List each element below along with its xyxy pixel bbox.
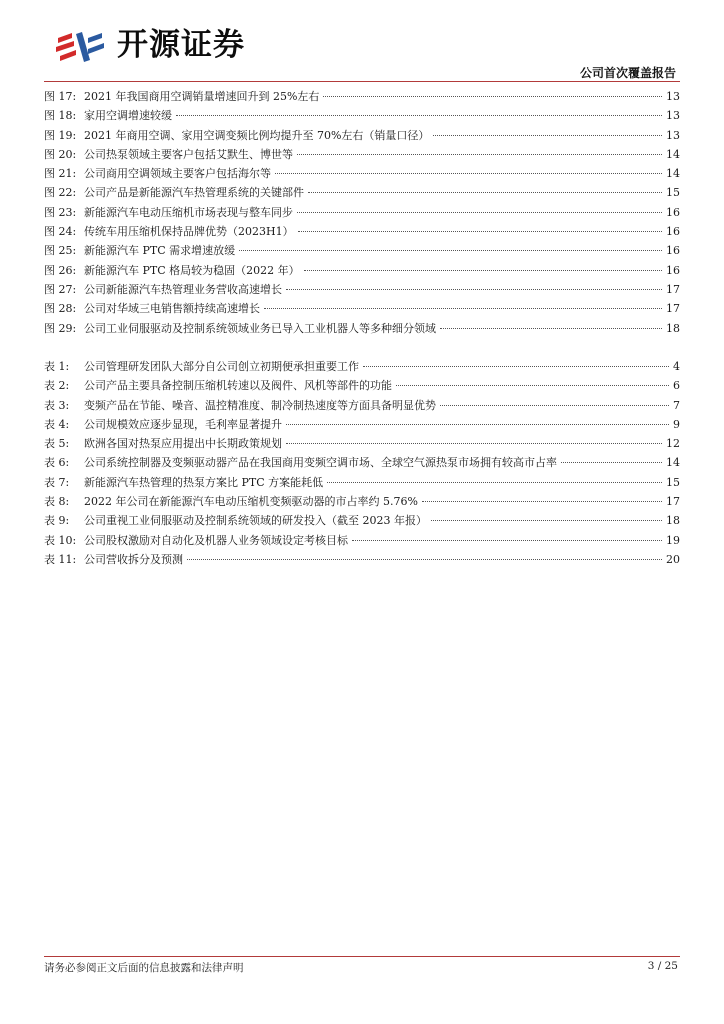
entry-number: 图 18: xyxy=(44,109,77,123)
entry-title: 公司新能源汽车热管理业务营收高速增长 xyxy=(84,282,282,296)
dot-leader xyxy=(187,559,662,560)
dot-leader xyxy=(422,501,662,502)
entry-page-number: 14 xyxy=(666,147,680,161)
dot-leader xyxy=(297,154,662,155)
figure-entry[interactable] xyxy=(44,145,680,164)
entry-number: 表 1: xyxy=(44,360,70,373)
entry-title: 家用空调增速较缓 xyxy=(84,109,172,123)
entry-number: 表 6: xyxy=(44,456,70,470)
entry-number: 图 28: xyxy=(44,302,77,316)
dot-leader xyxy=(431,520,662,521)
entry-number: 图 19: xyxy=(44,128,77,142)
page-number: 3 / 25 xyxy=(647,960,678,972)
brand-name: 开源证券 xyxy=(117,27,245,63)
entry-page-number: 15 xyxy=(666,186,680,200)
table-entry[interactable] xyxy=(44,376,680,395)
dot-leader xyxy=(363,366,669,367)
dot-leader xyxy=(298,231,662,232)
entry-page-number: 17 xyxy=(666,302,680,316)
dot-leader xyxy=(327,482,662,483)
entry-page-number: 4 xyxy=(673,360,680,373)
dot-leader xyxy=(176,115,662,116)
entry-number: 表 10: xyxy=(44,533,77,547)
dot-leader xyxy=(286,424,669,425)
figure-entry[interactable] xyxy=(44,280,680,299)
table-entry[interactable] xyxy=(44,511,680,530)
table-entry[interactable] xyxy=(44,357,680,376)
entry-page-number: 19 xyxy=(666,533,680,547)
entry-title: 2022 年公司在新能源汽车电动压缩机变频驱动器的市占率约 5.76% xyxy=(84,495,418,509)
entry-title: 变频产品在节能、噪音、温控精准度、制冷制热速度等方面具备明显优势 xyxy=(84,398,436,412)
entry-title: 公司商用空调领域主要客户包括海尔等 xyxy=(84,167,271,181)
figure-entry[interactable] xyxy=(44,183,680,202)
table-entry[interactable] xyxy=(44,434,680,453)
table-entry[interactable] xyxy=(44,550,680,569)
entry-number: 图 24: xyxy=(44,225,77,239)
entry-page-number: 12 xyxy=(666,437,680,451)
entry-title: 新能源汽车 PTC 格局较为稳固（2022 年） xyxy=(84,263,300,277)
entry-page-number: 14 xyxy=(666,456,680,470)
entry-number: 图 29: xyxy=(44,321,77,335)
figure-entry[interactable] xyxy=(44,222,680,241)
figure-entry[interactable] xyxy=(44,261,680,280)
entry-page-number: 9 xyxy=(673,417,680,431)
entry-title: 传统车用压缩机保持品牌优势（2023H1） xyxy=(84,225,294,239)
entry-title: 欧洲各国对热泵应用提出中长期政策规划 xyxy=(84,437,282,451)
dot-leader xyxy=(304,270,662,271)
figure-entry[interactable] xyxy=(44,164,680,183)
figure-list xyxy=(44,87,680,338)
entry-number: 表 2: xyxy=(44,379,70,393)
logo-mark-icon xyxy=(56,32,104,62)
entry-number: 表 5: xyxy=(44,437,70,451)
figure-entry[interactable] xyxy=(44,87,680,106)
entry-title: 公司产品是新能源汽车热管理系统的关键部件 xyxy=(84,186,304,200)
entry-title: 公司系统控制器及变频驱动器产品在我国商用变频空调市场、全球空气源热泵市场拥有较高市占率 xyxy=(84,456,557,470)
entry-title: 新能源汽车电动压缩机市场表现与整车同步 xyxy=(84,205,293,219)
entry-title: 公司营收拆分及预测 xyxy=(84,552,183,566)
dot-leader xyxy=(440,405,669,406)
entry-number: 图 21: xyxy=(44,167,77,181)
figure-entry[interactable] xyxy=(44,106,680,125)
dot-leader xyxy=(433,135,662,136)
entry-title: 公司股权激励对自动化及机器人业务领域设定考核目标 xyxy=(84,533,348,547)
entry-page-number: 17 xyxy=(666,282,680,296)
table-entry[interactable] xyxy=(44,415,680,434)
dot-leader xyxy=(440,328,662,329)
entry-page-number: 17 xyxy=(666,495,680,509)
entry-title: 2021 年我国商用空调销量增速回升到 25%左右 xyxy=(84,90,320,103)
dot-leader xyxy=(275,173,662,174)
dot-leader xyxy=(352,540,662,541)
entry-page-number: 13 xyxy=(666,109,680,123)
entry-page-number: 14 xyxy=(666,167,680,181)
entry-title: 公司对华域三电销售额持续高速增长 xyxy=(84,302,260,316)
entry-number: 表 3: xyxy=(44,398,70,412)
entry-number: 图 25: xyxy=(44,244,77,258)
entry-number: 图 22: xyxy=(44,186,77,200)
entry-page-number: 16 xyxy=(666,225,680,239)
entry-number: 表 11: xyxy=(44,552,77,566)
entry-number: 图 20: xyxy=(44,147,77,161)
header-divider xyxy=(44,81,680,82)
entry-page-number: 13 xyxy=(666,128,680,142)
figure-entry[interactable] xyxy=(44,126,680,145)
entry-title: 公司管理研发团队大部分自公司创立初期便承担重要工作 xyxy=(84,360,359,373)
entry-title: 新能源汽车热管理的热泵方案比 PTC 方案能耗低 xyxy=(84,475,324,489)
dot-leader xyxy=(561,462,662,463)
entry-page-number: 16 xyxy=(666,205,680,219)
entry-number: 图 17: xyxy=(44,90,77,103)
table-entry[interactable] xyxy=(44,492,680,511)
entry-title: 公司产品主要具备控制压缩机转速以及阀件、风机等部件的功能 xyxy=(84,379,392,393)
entry-title: 2021 年商用空调、家用空调变频比例均提升至 70%左右（销量口径） xyxy=(84,128,430,142)
entry-page-number: 18 xyxy=(666,321,680,335)
dot-leader xyxy=(297,212,662,213)
entry-title: 公司工业伺服驱动及控制系统领域业务已导入工业机器人等多种细分领域 xyxy=(84,321,436,335)
dot-leader xyxy=(396,385,669,386)
entry-page-number: 15 xyxy=(666,475,680,489)
entry-number: 表 9: xyxy=(44,514,70,528)
table-list xyxy=(44,357,680,569)
table-entry[interactable] xyxy=(44,453,680,472)
entry-number: 图 27: xyxy=(44,282,77,296)
table-entry[interactable] xyxy=(44,473,680,492)
entry-page-number: 16 xyxy=(666,244,680,258)
entry-page-number: 16 xyxy=(666,263,680,277)
dot-leader xyxy=(264,308,662,309)
entry-page-number: 13 xyxy=(666,90,680,103)
report-type-label: 公司首次覆盖报告 xyxy=(579,66,676,80)
dot-leader xyxy=(286,443,662,444)
entry-number: 表 8: xyxy=(44,495,70,509)
entry-number: 图 23: xyxy=(44,205,77,219)
dot-leader xyxy=(286,289,662,290)
footer-divider xyxy=(44,956,680,957)
table-entry[interactable] xyxy=(44,531,680,550)
footer-disclaimer: 请务必参阅正文后面的信息披露和法律声明 xyxy=(44,962,244,974)
dot-leader xyxy=(239,250,662,251)
entry-number: 图 26: xyxy=(44,263,77,277)
figure-entry[interactable] xyxy=(44,241,680,260)
entry-page-number: 18 xyxy=(666,514,680,528)
entry-number: 表 7: xyxy=(44,475,70,489)
entry-number: 表 4: xyxy=(44,417,70,431)
entry-page-number: 7 xyxy=(673,398,680,412)
entry-title: 公司重视工业伺服驱动及控制系统领域的研发投入（截至 2023 年报） xyxy=(84,514,427,528)
entry-title: 新能源汽车 PTC 需求增速放缓 xyxy=(84,244,236,258)
figure-entry[interactable] xyxy=(44,319,680,338)
dot-leader xyxy=(308,192,662,193)
entry-title: 公司热泵领域主要客户包括艾默生、博世等 xyxy=(84,147,293,161)
dot-leader xyxy=(323,96,662,97)
entry-title: 公司规模效应逐步显现，毛利率显著提升 xyxy=(84,417,282,431)
entry-page-number: 20 xyxy=(666,552,680,566)
figure-entry[interactable] xyxy=(44,203,680,222)
figure-entry[interactable] xyxy=(44,299,680,318)
table-entry[interactable] xyxy=(44,396,680,415)
entry-page-number: 6 xyxy=(673,379,680,393)
